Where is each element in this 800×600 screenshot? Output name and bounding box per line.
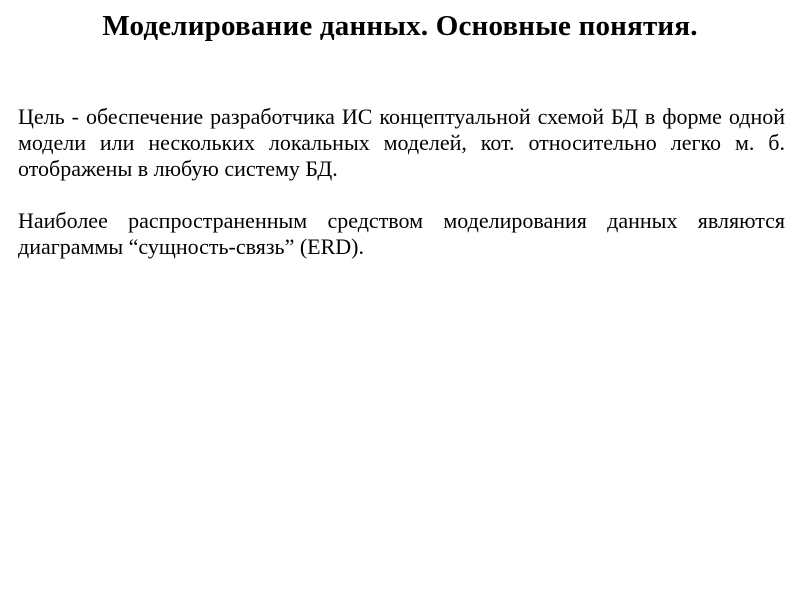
- slide-title: Моделирование данных. Основные понятия.: [102, 10, 698, 42]
- paragraph-erd: Наиболее распространенным средством моделирования данных являются диаграммы “сущность-связь” (ERD).: [18, 208, 785, 259]
- paragraph-goal: Цель - обеспечение разработчика ИС концептуальной схемой БД в форме одной модели или нескольких локальных моделей, кот. относительно легко м. б. отображены в любую систему БД.: [18, 104, 785, 181]
- slide-body: [18, 104, 785, 260]
